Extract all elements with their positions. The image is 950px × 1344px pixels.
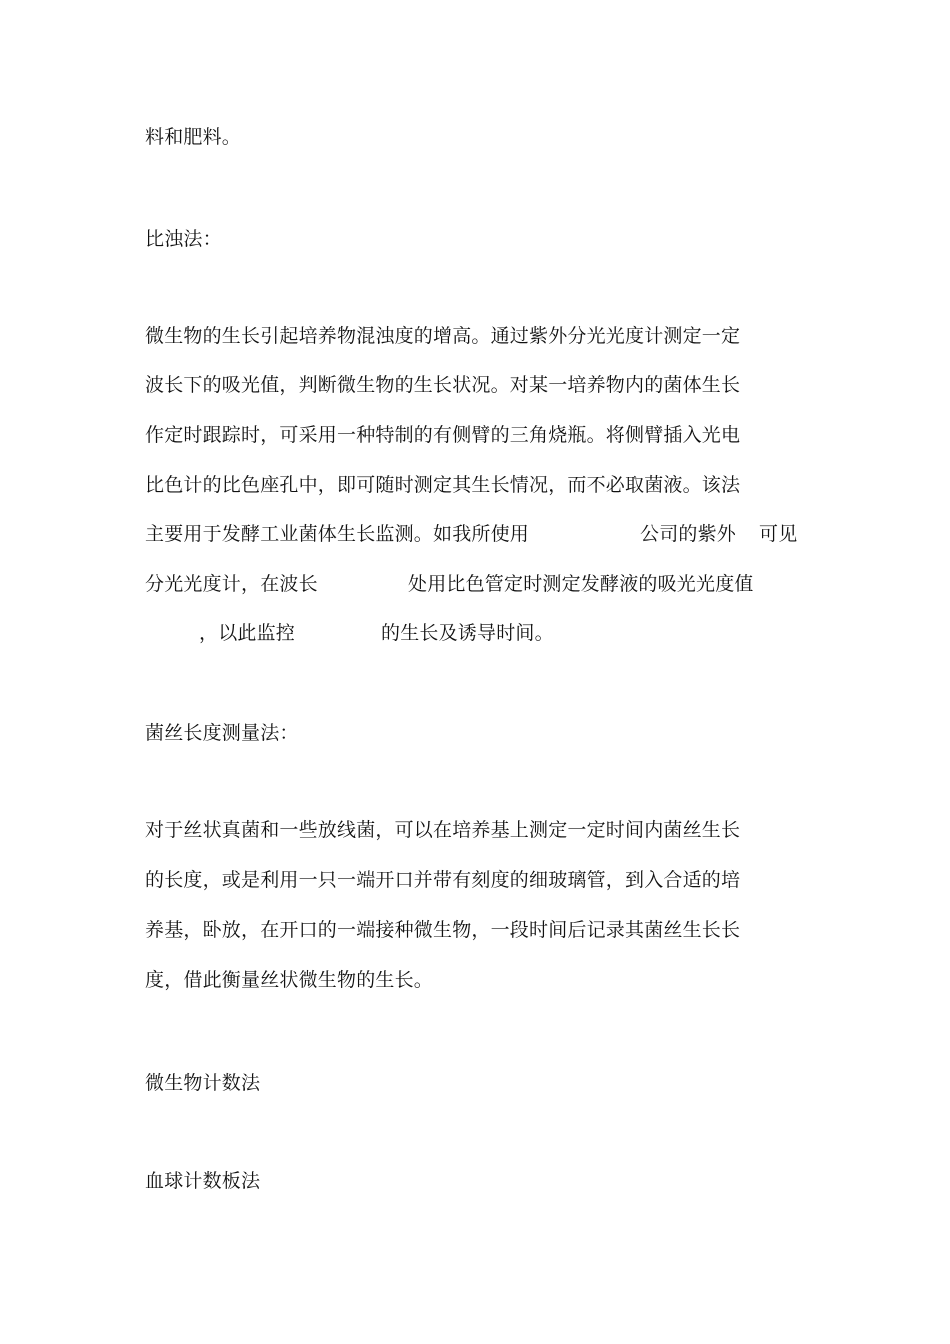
text-segment: 主要用于发酵工业菌体生长监测。如我所使用 xyxy=(145,523,530,545)
heading-turbidity-method: 比浊法： xyxy=(145,228,222,250)
text-segment: ，以此监控 xyxy=(199,622,296,644)
text-segment: 处用比色管定时测定发酵液的吸光光度值 xyxy=(408,573,754,595)
text-segment: 可见 xyxy=(759,523,798,545)
paragraph-line xyxy=(145,522,805,546)
paragraph-line xyxy=(145,572,805,596)
text-segment: 分光光度计，在波长 xyxy=(145,573,318,595)
paragraph-line: 对于丝状真菌和一些放线菌，可以在培养基上测定一定时间内菌丝生长 xyxy=(145,819,741,841)
paragraph-line: 波长下的吸光值，判断微生物的生长状况。对某一培养物内的菌体生长 xyxy=(145,374,741,396)
paragraph-line: 微生物的生长引起培养物混浊度的增高。通过紫外分光光度计测定一定 xyxy=(145,325,741,347)
text-segment: 公司的紫外 xyxy=(640,523,737,545)
paragraph-line xyxy=(145,621,805,645)
heading-hemocytometer-method: 血球计数板法 xyxy=(145,1170,261,1192)
paragraph-line: 度，借此衡量丝状微生物的生长。 xyxy=(145,969,434,991)
text-segment: 的生长及诱导时间。 xyxy=(381,622,554,644)
heading-microbe-counting-method: 微生物计数法 xyxy=(145,1072,261,1094)
paragraph-line: 的长度，或是利用一只一端开口并带有刻度的细玻璃管，到入合适的培 xyxy=(145,869,741,891)
continuation-line: 料和肥料。 xyxy=(145,126,242,148)
paragraph-line: 比色计的比色座孔中，即可随时测定其生长情况，而不必取菌液。该法 xyxy=(145,474,741,496)
paragraph-line: 作定时跟踪时，可采用一种特制的有侧臂的三角烧瓶。将侧臂插入光电 xyxy=(145,424,741,446)
heading-hyphae-length-method: 菌丝长度测量法： xyxy=(145,722,299,744)
paragraph-line: 养基，卧放，在开口的一端接种微生物，一段时间后记录其菌丝生长长 xyxy=(145,919,741,941)
